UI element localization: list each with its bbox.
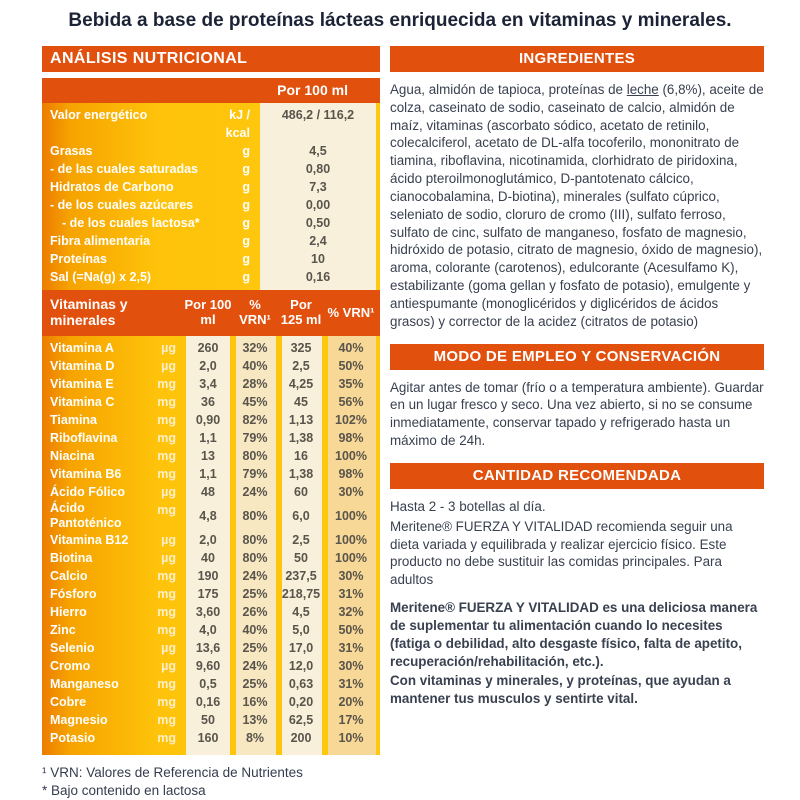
- vitamin-v125: 325: [290, 340, 312, 355]
- vitamin-p100: 25%: [242, 640, 268, 655]
- vitamin-unit: µg: [161, 641, 176, 655]
- vitamin-row: [42, 429, 380, 447]
- vitamin-label: Vitamina B12: [50, 532, 129, 547]
- vitamin-p100: 82%: [242, 412, 268, 427]
- vitamin-v125: 200: [290, 730, 312, 745]
- vitamin-row: [42, 411, 380, 429]
- vitamin-label: Magnesio: [50, 712, 108, 727]
- vitamin-p125: 10%: [338, 730, 364, 745]
- vitamin-v125: 6,0: [292, 508, 310, 523]
- vitamin-v100: 0,90: [195, 412, 221, 427]
- vitamin-row: [42, 549, 380, 567]
- vitamin-unit: mg: [157, 467, 176, 481]
- nutrition-unit: kJ / kcal: [225, 108, 250, 140]
- vitamin-p125: 100%: [335, 550, 367, 565]
- nutrition-table: [42, 103, 380, 755]
- vitamin-v125: 62,5: [288, 712, 314, 727]
- nutrition-row: [42, 142, 380, 160]
- vitamin-p125: 100%: [335, 532, 367, 547]
- ingredients-text: [390, 81, 764, 331]
- vitamin-p100: 79%: [242, 430, 268, 445]
- vitamin-unit: mg: [157, 677, 176, 691]
- vitamin-row: [42, 531, 380, 549]
- vitamin-v125: 5,0: [292, 622, 310, 637]
- vitamin-p125: 102%: [335, 412, 367, 427]
- vitamin-p125: 100%: [335, 448, 367, 463]
- vitamin-v125: 237,5: [285, 568, 317, 583]
- vitamin-v125: 4,5: [292, 604, 310, 619]
- vitamins-header-bar: [42, 290, 380, 336]
- vitamin-unit: mg: [157, 449, 176, 463]
- vitamin-row: [42, 375, 380, 393]
- vitamin-label: Riboflavina: [50, 430, 118, 445]
- nutrition-label: Valor energético: [50, 108, 148, 122]
- vitamins-col-vrn100: % VRN¹: [239, 297, 271, 327]
- vitamin-label: Vitamina A: [50, 340, 114, 355]
- vitamin-label: Vitamina C: [50, 394, 115, 409]
- vitamin-p100: 80%: [242, 448, 268, 463]
- vitamin-v100: 9,60: [195, 658, 221, 673]
- ingredients-header-bar: INGREDIENTES: [390, 46, 764, 72]
- vitamin-unit: µg: [161, 533, 176, 547]
- vitamin-p125: 100%: [335, 508, 367, 523]
- nutrition-unit: g: [242, 198, 250, 212]
- vitamins-col-per100: Por 100 ml: [184, 297, 232, 327]
- vitamin-p125: 31%: [338, 640, 364, 655]
- nutrition-label: Sal (=Na(g) x 2,5): [50, 270, 152, 284]
- vitamin-label: Potasio: [50, 730, 96, 745]
- vitamin-unit: mg: [157, 623, 176, 637]
- nutrition-value: 2,4: [309, 234, 327, 248]
- footnotes: [42, 764, 380, 800]
- vitamin-v100: 0,5: [199, 676, 217, 691]
- vitamin-label: Cromo: [50, 658, 91, 673]
- vitamin-p100: 80%: [242, 550, 268, 565]
- nutrition-label: - de los cuales lactosa*: [62, 216, 200, 230]
- macro-section: [42, 103, 380, 290]
- vitamin-unit: µg: [161, 485, 176, 499]
- nutrition-row: [42, 232, 380, 250]
- nutrition-value: 486,2 / 116,2: [281, 108, 355, 122]
- vitamin-v125: 1,13: [288, 412, 314, 427]
- vitamin-p100: 25%: [242, 676, 268, 691]
- nutrition-label: Proteínas: [50, 252, 107, 266]
- vitamin-p100: 40%: [242, 622, 268, 637]
- vitamin-label: Vitamina B6: [50, 466, 122, 481]
- vitamin-v125: 1,38: [288, 430, 314, 445]
- vitamin-v125: 218,75: [281, 586, 321, 601]
- vitamin-p125: 35%: [338, 376, 364, 391]
- vitamin-v125: 2,5: [292, 358, 310, 373]
- vitamin-v100: 175: [197, 586, 219, 601]
- vitamin-label: Zinc: [50, 622, 76, 637]
- vitamin-row: [42, 501, 380, 531]
- vitamin-p100: 45%: [242, 394, 268, 409]
- ingredients-part2: (6,8%), aceite de colza, caseinato de sodio, caseinato de calcio, almidón de maíz, vitaminas (ascorbato sódico, acetato de retinilo, colecalciferol, acetato de DL-alfa tocoferilo, mononitrato de tiamina, riboflavina, nicotinamida, clorhidrato de piridoxina, ácido pteroilmonoglutámico, D-pantotenato cálcico, cianocobalamina, D-biotina), minerales (sulfato cúprico, seleniato de sodio, cloruro de cromo (III), sulfato ferroso, sulfato de cinc, sulfato de manganeso, fosfato de magnesio, hidróxido de potasio, citrato de magnesio, óxido de magnesio), aroma, colorante (carotenos), edulcorante (Acesulfamo K), estabilizante (goma gellan y fosfato de potasio), emulgente y antiespumante (monoglicéridos y diglicéridos de ácidos grasos) y corrector de la acidez (citratos de potasio): [390, 82, 764, 329]
- vitamin-label: Vitamina D: [50, 358, 115, 373]
- vitamin-p100: 8%: [245, 730, 265, 745]
- vitamin-p125: 98%: [338, 430, 364, 445]
- nutrition-value: 0,00: [305, 198, 331, 212]
- vitamin-p125: 40%: [338, 340, 364, 355]
- vitamin-p125: 50%: [338, 358, 364, 373]
- recommended-para2: Meritene® FUERZA Y VITALIDAD es una deliciosa manera de suplementar tu alimentación cuando lo necesites (fatiga o debilidad, alto desgaste físico, falta de apetito, recuperación/rehabilitación, etc.).: [390, 600, 758, 669]
- vitamin-v125: 17,0: [288, 640, 314, 655]
- vitamin-p125: 50%: [338, 622, 364, 637]
- vitamin-p100: 13%: [242, 712, 268, 727]
- vitamin-v100: 40: [201, 550, 215, 565]
- recommended-header-bar: CANTIDAD RECOMENDADA: [390, 463, 764, 489]
- vitamin-unit: mg: [157, 731, 176, 745]
- nutrition-value: 10: [311, 252, 325, 266]
- vitamin-row: [42, 621, 380, 639]
- vitamin-p125: 20%: [338, 694, 364, 709]
- vitamin-unit: µg: [161, 551, 176, 565]
- vitamins-header-label: Vitaminas y minerales: [50, 296, 128, 328]
- vitamin-p100: 28%: [242, 376, 268, 391]
- vitamin-v100: 1,1: [199, 430, 217, 445]
- vitamins-col-vrn125: % VRN¹: [327, 304, 375, 320]
- footnote-vrn: ¹ VRN: Valores de Referencia de Nutrientes: [42, 765, 303, 780]
- vitamin-unit: mg: [157, 605, 176, 619]
- vitamin-v100: 48: [201, 484, 215, 499]
- vitamin-p100: 24%: [242, 484, 268, 499]
- vitamin-p100: 26%: [242, 604, 268, 619]
- vitamin-row: [42, 483, 380, 501]
- recommended-para3: Con vitaminas y minerales, y proteínas, que ayudan a mantener tus musculos y sentirte vital.: [390, 673, 731, 707]
- vitamin-p100: 24%: [242, 658, 268, 673]
- vitamin-p100: 40%: [242, 358, 268, 373]
- vitamin-p125: 32%: [338, 604, 364, 619]
- vitamin-v100: 13: [201, 448, 215, 463]
- usage-header-bar: MODO DE EMPLEO Y CONSERVACIÓN: [390, 344, 764, 370]
- vitamin-v125: 2,5: [292, 532, 310, 547]
- usage-text: Agitar antes de tomar (frío o a temperatura ambiente). Guardar en un lugar fresco y seco. Una vez abierto, si no se consume inmediatamente, conservar tapado y refrigerado hasta un máximo de 24h.: [390, 379, 764, 449]
- vitamin-row: [42, 393, 380, 411]
- vitamin-p100: 79%: [242, 466, 268, 481]
- vitamin-unit: mg: [157, 503, 176, 517]
- vitamin-row: [42, 711, 380, 729]
- vitamin-row: [42, 567, 380, 585]
- nutrition-unit: g: [242, 234, 250, 248]
- nutrition-label: Grasas: [50, 144, 93, 158]
- vitamin-label: Cobre: [50, 694, 87, 709]
- macro-rows: [42, 106, 380, 286]
- vitamin-p125: 30%: [338, 484, 364, 499]
- vitamin-label: Biotina: [50, 550, 93, 565]
- vitamin-row: [42, 465, 380, 483]
- vitamin-row: [42, 657, 380, 675]
- recommended-para1: Meritene® FUERZA Y VITALIDAD recomienda seguir una dieta variada y equilibrada y realizar ejercicio físico. Este producto no debe sustituir las comidas principales. Para adultos: [390, 518, 733, 588]
- vitamin-p125: 31%: [338, 676, 364, 691]
- nutrition-row: [42, 196, 380, 214]
- vitamin-p125: 17%: [338, 712, 364, 727]
- vitamin-p125: 30%: [338, 658, 364, 673]
- vitamin-p125: 98%: [338, 466, 364, 481]
- vitamin-row: [42, 675, 380, 693]
- vitamin-v125: 0,20: [288, 694, 314, 709]
- vitamin-p100: 80%: [242, 532, 268, 547]
- per100-header-label: Por 100 ml: [277, 82, 348, 98]
- ingredients-part1: Agua, almidón de tapioca, proteínas de: [390, 82, 627, 97]
- vitamin-p125: 30%: [338, 568, 364, 583]
- vitamin-p100: 32%: [242, 340, 268, 355]
- vitamin-label: Fósforo: [50, 586, 97, 601]
- nutrition-row: [42, 178, 380, 196]
- vitamin-v100: 0,16: [195, 694, 221, 709]
- vitamin-row: [42, 639, 380, 657]
- nutrition-row: [42, 160, 380, 178]
- vitamin-rows: [42, 339, 380, 747]
- vitamin-row: [42, 693, 380, 711]
- vitamin-row: [42, 357, 380, 375]
- footnote-lactose: * Bajo contenido en lactosa: [42, 783, 206, 799]
- vitamin-p125: 31%: [338, 586, 364, 601]
- vitamin-row: [42, 585, 380, 603]
- info-panel: [390, 46, 764, 710]
- nutrition-value: 4,5: [309, 144, 327, 158]
- nutrition-unit: g: [242, 144, 250, 158]
- vitamin-row: [42, 339, 380, 357]
- nutrition-label: - de las cuales saturadas: [50, 162, 198, 176]
- vitamin-label: Manganeso: [50, 676, 119, 691]
- vitamin-v125: 60: [294, 484, 308, 499]
- vitamin-v100: 13,6: [195, 640, 221, 655]
- vitamin-unit: µg: [161, 359, 176, 373]
- vitamin-label: Niacina: [50, 448, 95, 463]
- nutrition-unit: g: [242, 252, 250, 266]
- vitamin-v100: 3,4: [199, 376, 217, 391]
- nutrition-label: Fibra alimentaria: [50, 234, 151, 248]
- nutrition-panel: [42, 46, 380, 800]
- vitamin-label: Ácido Fólico: [50, 484, 125, 499]
- vitamin-p100: 24%: [242, 568, 268, 583]
- vitamin-v100: 3,60: [195, 604, 221, 619]
- vitamin-v125: 50: [294, 550, 308, 565]
- vitamin-unit: mg: [157, 431, 176, 445]
- vitamin-unit: µg: [161, 659, 176, 673]
- nutrition-label: - de los cuales azúcares: [50, 198, 194, 212]
- nutrition-unit: g: [242, 180, 250, 194]
- vitamin-label: Ácido Pantoténico: [50, 501, 122, 530]
- vitamin-unit: mg: [157, 413, 176, 427]
- vitamin-v125: 0,63: [288, 676, 314, 691]
- vitamin-row: [42, 729, 380, 747]
- vitamin-p100: 80%: [242, 508, 268, 523]
- vitamin-v125: 12,0: [288, 658, 314, 673]
- vitamin-v125: 1,38: [288, 466, 314, 481]
- nutrition-value: 7,3: [309, 180, 327, 194]
- vitamin-unit: mg: [157, 569, 176, 583]
- vitamin-label: Hierro: [50, 604, 87, 619]
- recommended-line1: Hasta 2 - 3 botellas al día.: [390, 498, 546, 514]
- vitamin-label: Tiamina: [50, 412, 98, 427]
- nutrition-unit: g: [242, 162, 250, 176]
- vitamin-unit: µg: [161, 341, 176, 355]
- allergen-leche: leche: [626, 82, 659, 97]
- vitamin-v100: 36: [201, 394, 215, 409]
- vitamins-col-per125: Por 125 ml: [280, 297, 322, 327]
- nutrition-value: 0,80: [305, 162, 331, 176]
- vitamin-v100: 4,0: [199, 622, 217, 637]
- vitamin-v100: 260: [197, 340, 219, 355]
- vitamins-section: [42, 336, 380, 755]
- vitamin-p100: 25%: [242, 586, 268, 601]
- vitamin-v100: 2,0: [199, 358, 217, 373]
- vitamin-v100: 2,0: [199, 532, 217, 547]
- nutrition-value: 0,50: [305, 216, 331, 230]
- vitamin-unit: mg: [157, 587, 176, 601]
- vitamin-p100: 16%: [242, 694, 268, 709]
- vitamin-v125: 45: [294, 394, 308, 409]
- nutrition-row: [42, 250, 380, 268]
- vitamin-label: Vitamina E: [50, 376, 114, 391]
- vitamin-v100: 4,8: [199, 508, 217, 523]
- vitamin-unit: mg: [157, 695, 176, 709]
- vitamin-p125: 56%: [338, 394, 364, 409]
- nutrition-row: [42, 268, 380, 286]
- vitamin-unit: mg: [157, 395, 176, 409]
- vitamin-v125: 16: [294, 448, 308, 463]
- vitamin-v100: 190: [197, 568, 219, 583]
- vitamin-unit: mg: [157, 377, 176, 391]
- vitamin-label: Calcio: [50, 568, 88, 583]
- vitamin-v100: 50: [201, 712, 215, 727]
- per100-header-bar: [42, 78, 380, 103]
- product-title: Bebida a base de proteínas lácteas enriquecida en vitaminas y minerales.: [68, 10, 732, 31]
- vitamin-label: Selenio: [50, 640, 95, 655]
- nutrition-unit: g: [242, 270, 250, 284]
- nutrition-value: 0,16: [305, 270, 331, 284]
- vitamin-unit: mg: [157, 713, 176, 727]
- vitamin-row: [42, 447, 380, 465]
- vitamin-v125: 4,25: [288, 376, 314, 391]
- vitamin-v100: 160: [197, 730, 219, 745]
- vitamin-v100: 1,1: [199, 466, 217, 481]
- nutrition-label: Hidratos de Carbono: [50, 180, 174, 194]
- nutrition-row: [42, 106, 380, 142]
- nutrition-row: [42, 214, 380, 232]
- nutrition-unit: g: [242, 216, 250, 230]
- vitamin-row: [42, 603, 380, 621]
- nutrition-header-bar: ANÁLISIS NUTRICIONAL: [42, 46, 380, 72]
